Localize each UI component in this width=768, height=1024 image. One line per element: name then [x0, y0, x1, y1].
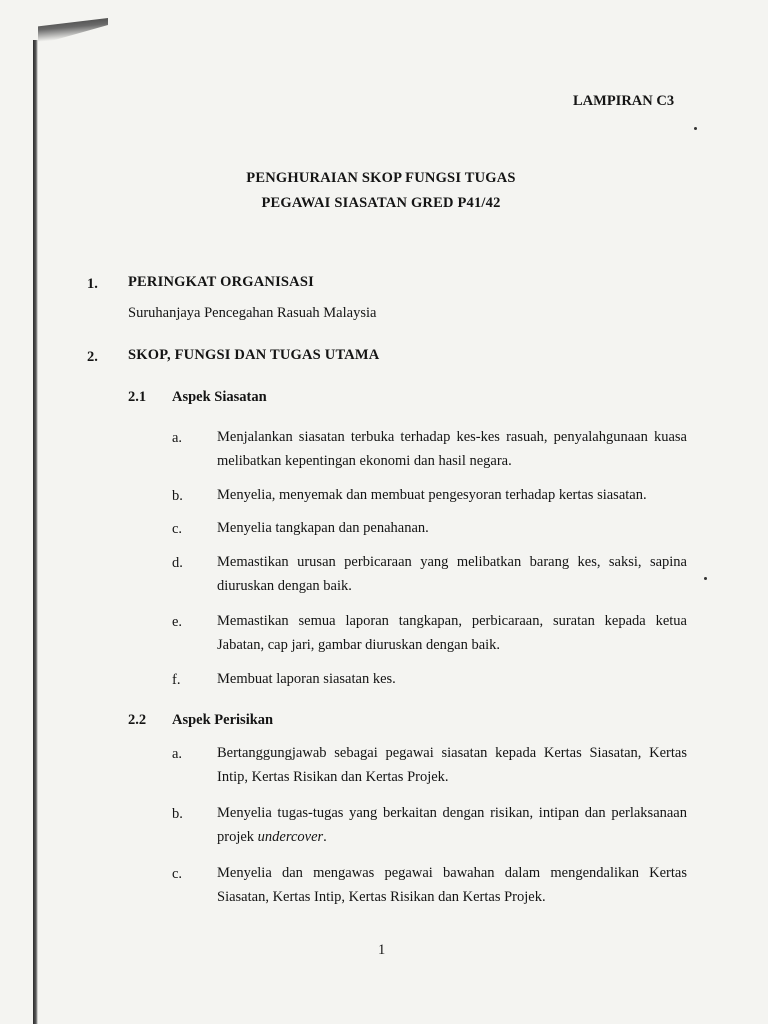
- list-item-letter: b.: [172, 488, 183, 504]
- list-item-letter: e.: [172, 614, 183, 630]
- document-title-line-2: PEGAWAI SIASATAN GRED P41/42: [261, 195, 501, 211]
- list-item-letter: d.: [172, 555, 183, 571]
- scan-speck: [704, 577, 707, 580]
- attachment-label: LAMPIRAN C3: [573, 93, 675, 109]
- section-1-number: 1.: [87, 276, 98, 292]
- list-item-text: Memastikan urusan perbicaraan yang melibatkan barang kes, saksi, sapina diuruskan dengan baik.: [217, 554, 687, 594]
- list-item-text-part: Menyelia tugas-tugas yang berkaitan dengan risikan, intipan dan perlaksanaan projek: [217, 805, 687, 845]
- list-item-text: Bertanggungjawab sebagai pegawai siasatan kepada Kertas Siasatan, Kertas Intip, Kertas Risikan dan Kertas Projek.: [217, 745, 687, 785]
- document-title-line-1: PENGHURAIAN SKOP FUNGSI TUGAS: [246, 170, 516, 186]
- subsection-2-2-heading: Aspek Perisikan: [172, 712, 274, 728]
- subsection-2-1-number: 2.1: [128, 389, 147, 405]
- list-item-letter: f.: [172, 672, 181, 688]
- scan-speck: [694, 127, 697, 130]
- list-item-text: Menyelia tangkapan dan penahanan.: [217, 520, 429, 536]
- list-item-letter: c.: [172, 866, 183, 882]
- list-item-text: Menyelia dan mengawas pegawai bawahan dalam mengendalikan Kertas Siasatan, Kertas Intip, Kertas Risikan dan Kertas Projek.: [217, 865, 687, 905]
- subsection-2-1-heading: Aspek Siasatan: [172, 389, 267, 405]
- list-item-text: Menyelia, menyemak dan membuat pengesyoran terhadap kertas siasatan.: [217, 487, 647, 503]
- list-item-letter: b.: [172, 806, 183, 822]
- list-item-letter: a.: [172, 430, 183, 446]
- page-number: 1: [378, 942, 386, 958]
- list-item-text: Membuat laporan siasatan kes.: [217, 671, 396, 687]
- list-item-text-part: .: [323, 829, 327, 845]
- list-item-text: Menjalankan siasatan terbuka terhadap kes-kes rasuah, penyalahgunaan kuasa melibatkan kepentingan ekonomi dan hasil negara.: [217, 429, 687, 469]
- list-item-letter: a.: [172, 746, 183, 762]
- section-1-body: Suruhanjaya Pencegahan Rasuah Malaysia: [128, 305, 377, 321]
- list-item-letter: c.: [172, 521, 183, 537]
- section-2-heading: SKOP, FUNGSI DAN TUGAS UTAMA: [128, 347, 380, 363]
- scan-left-edge: [33, 40, 38, 1024]
- subsection-2-2-number: 2.2: [128, 712, 147, 728]
- list-item-text: Memastikan semua laporan tangkapan, perbicaraan, suratan kepada ketua Jabatan, cap jari, gambar diuruskan dengan baik.: [217, 613, 687, 653]
- section-2-number: 2.: [87, 349, 98, 365]
- list-item-text: [217, 801, 687, 849]
- scan-corner-shadow: [38, 18, 108, 46]
- list-item-text-italic: undercover: [257, 829, 324, 845]
- section-1-heading: PERINGKAT ORGANISASI: [128, 274, 314, 290]
